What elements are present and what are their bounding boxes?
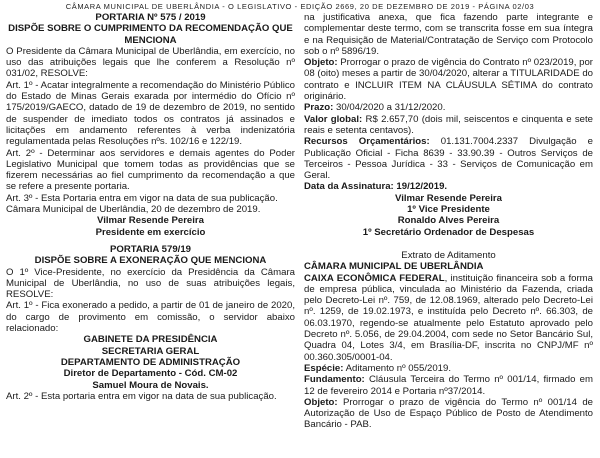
contrato-prazo (304, 102, 593, 113)
objeto-text: Prorrogar o prazo de vigência do Contrato nº 023/2019, por 08 (oito) meses a partir de 30/04/2020, alterar a TITULARIDADE do contrato e INCLUIR ITEM NA CLÁUSULA SÉTIMA do contrato originário. (304, 57, 593, 103)
portaria-575-art1: Art. 1º - Acatar integralmente a recomendação do Ministério Público do Estado de Minas Gerais exarada por intermédio do Ofício nº 175/2019/GAECO, datado de 19 de dezembro de 2019, no sentido de suspender de imediato todos os contratos já assinados e licitações em andamento referentes à verba indenizatória regulamentada pelas Resoluções nºs. 102/16 e 122/19. (6, 79, 295, 148)
signer1-name: Vilmar Resende Pereira (394, 192, 503, 204)
portaria-579-art2: Art. 2º - Esta portaria entra em vigor na data de sua publicação. (6, 390, 277, 402)
portaria-579-art1: Art. 1º - Fica exonerado a pedido, a partir de 01 de janeiro de 2020, do cargo de provimento em comissão, o servidor abaixo relacionado: (6, 300, 295, 335)
fundamento-label: Fundamento: (304, 374, 365, 386)
contrato-valor (304, 114, 593, 137)
contrato-continuation: na justificativa anexa, que fica fazendo parte integrante e complementar deste termo, com se transcrita fosse em sua íntegra e na Requisição de Material/Contratação de Serviço com Protocolo sob o nº 5896/19. (304, 12, 593, 57)
prazo-label: Prazo: (304, 102, 334, 114)
page-header: CÂMARA MUNICIPAL DE UBERLÂNDIA - O LEGISLATIVO - EDIÇÃO 2669, 20 DE DEZEMBRO DE 2019 - PÁGINA 02/03 (65, 2, 535, 11)
aditamento-especie (304, 363, 593, 374)
aditamento-fundamento (304, 374, 593, 397)
portaria-575-art2: Art. 2º - Determinar aos servidores e demais agentes do Poder Legislativo Municipal que tomem todas as providências que se fizerem necessárias ao fiel cumprimento da recomendação a que se refere a presente portaria. (6, 147, 295, 193)
especie-label: Espécie: (304, 362, 344, 374)
org-gabinete: GABINETE DA PRESIDÊNCIA (83, 334, 218, 346)
party-caixa (304, 273, 593, 363)
valor-text: R$ 2.657,70 (dois mil, seiscentos e cinquenta e sete reais e setenta centavos). (304, 113, 594, 136)
portaria-575-intro: O Presidente da Câmara Municipal de Uberlândia, em exercício, no uso das atribuições legais que lhe conferem a Resolução nº 031/02, RESOLVE: (6, 45, 295, 80)
portaria-575-title: PORTARIA Nº 575 / 2019 (95, 12, 206, 23)
signer2-name: Ronaldo Alves Pereira (397, 215, 500, 227)
portaria-579-title: PORTARIA 579/19 (109, 243, 192, 255)
portaria-575-art3: Art. 3º - Esta Portaria entra em vigor na data de sua publicação. (6, 192, 278, 204)
portaria-579-subtitle: DISPÕE SOBRE A EXONERAÇÃO QUE MENCIONA (34, 255, 267, 267)
portaria-575-subtitle: DISPÕE SOBRE O CUMPRIMENTO DA RECOMENDAÇÃO QUE MENCIONA (8, 23, 293, 46)
objeto2-label: Objeto: (304, 396, 338, 408)
caixa-text: , instituição financeira sob a forma de empresa pública, vinculada ao Ministério da Fazenda, criada pelo Decreto-Lei nº. 759, de 12.08.1969, alterado pelo Decreto-Lei nº. 1259, de 19.02.1973, e instituída pelo Decreto nº. 66.303, de 06.03.1970, regendo-se atualmente pelo Estatuto aprovado pelo Decreto nº. 5.056, de 29.04.2004, com sede no Setor Bancário Sul, Quadra 04, Lotes 3/4, em Brasília-DF, inscrita no CNPJ/MF nº 00.360.305/0001-04. (304, 272, 593, 363)
signer2-role: 1º Secretário Ordenador de Despesas (362, 226, 535, 238)
contrato-recursos (304, 136, 593, 181)
prazo-text: 30/04/2020 a 31/12/2020. (336, 102, 446, 114)
objeto2-text: Prorrogar o prazo de vigência do Termo nº 001/14 de Autorização de Uso de Espaço Público de Posto de Atendimento Bancário - PAB. (304, 396, 593, 431)
portaria-579-intro: O 1º Vice-Presidente, no exercício da Presidência da Câmara Municipal de Uberlândia, no uso de suas atribuições legais, RESOLVE: (6, 266, 295, 301)
signer1-role: 1º Vice Presidente (407, 204, 490, 216)
org-secretaria: SECRETARIA GERAL (101, 345, 200, 357)
org-departamento: DEPARTAMENTO DE ADMINISTRAÇÃO (60, 356, 241, 368)
fundamento-text: Cláusula Terceira do Termo nº 001/14, firmado em 12 de fevereiro 2014 e Portaria nº37/2014. (304, 374, 593, 397)
contrato-objeto (304, 57, 593, 102)
caixa-label: CAIXA ECONÔMICA FEDERAL (304, 272, 445, 284)
contrato-data (304, 181, 593, 192)
portaria-575-signer-role: Presidente em exercício (95, 226, 206, 238)
recursos-label: Recursos Orçamentários: (304, 136, 430, 148)
objeto-label: Objeto: (304, 57, 338, 69)
right-column (304, 12, 593, 431)
valor-label: Valor global: (304, 113, 363, 125)
aditamento-objeto (304, 397, 593, 431)
data-label: Data da Assinatura: (304, 181, 394, 193)
extrato-title: Extrato de Aditamento (401, 249, 496, 261)
servidor-name: Samuel Moura de Novais. (92, 379, 209, 391)
portaria-575-date: Câmara Municipal de Uberlândia, 20 de dezembro de 2019. (6, 204, 261, 216)
portaria-575-signer: Vilmar Resende Pereira (96, 215, 205, 227)
left-column (6, 12, 295, 402)
data-text: 19/12/2019. (396, 181, 448, 193)
org-cargo: Diretor de Departamento - Cód. CM-02 (63, 368, 238, 380)
party-camara: CÂMARA MUNICIPAL DE UBERLÂNDIA (304, 261, 484, 273)
especie-text: Aditamento nº 055/2019. (345, 362, 451, 374)
recursos-text: 01.131.7004.2337 Divulgação e Publicação Oficial - Ficha 8639 - 33.90.39 - Outros Serviços de Terceiros - Pessoa Jurídica - 33 - Serviços de Comunicação em Geral. (304, 136, 593, 182)
